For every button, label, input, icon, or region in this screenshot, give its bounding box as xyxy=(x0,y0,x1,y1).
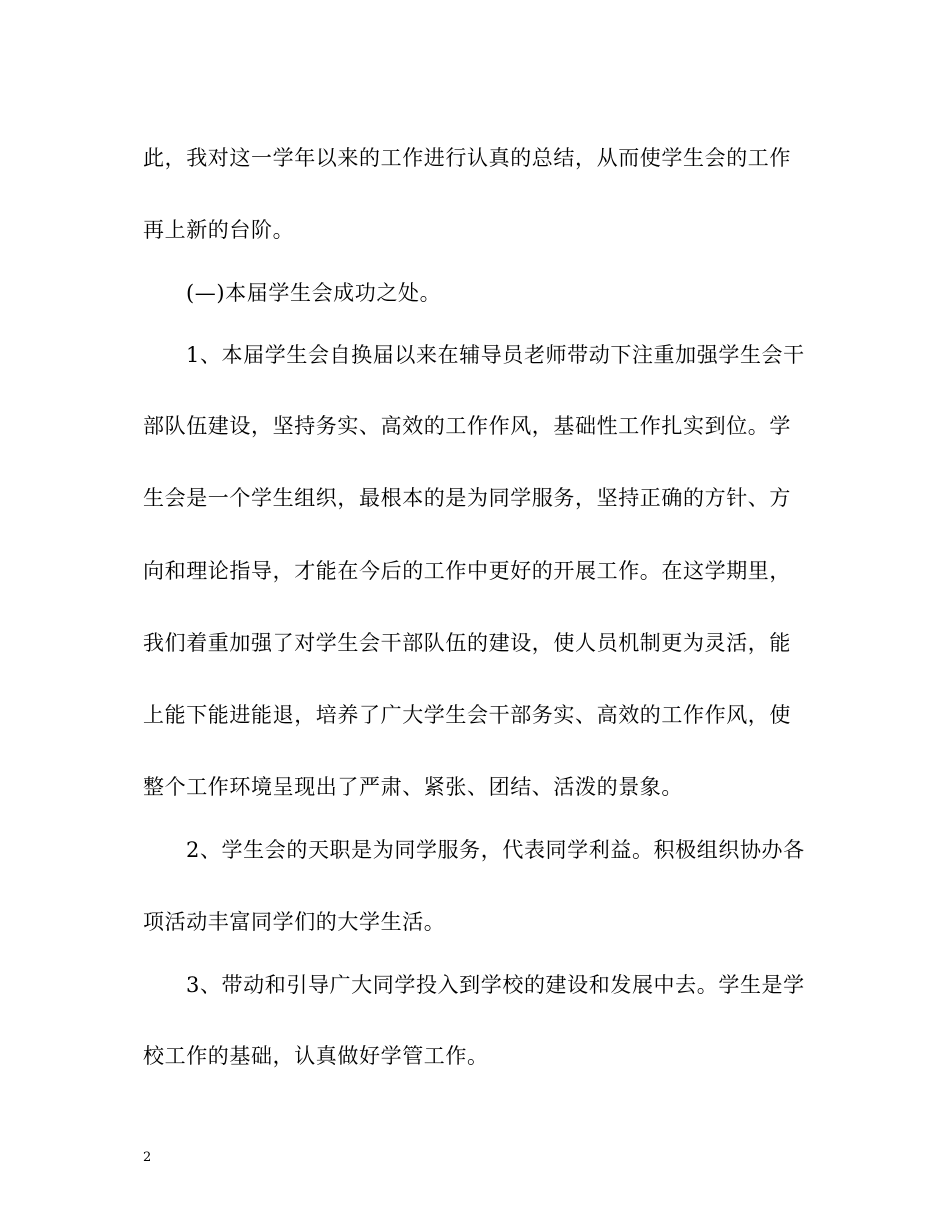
text-line-7: 向和理论指导，才能在今后的工作中更好的开展工作。在这学期里， xyxy=(143,559,791,583)
text-line-4: 1、本届学生会自换届以来在辅导员老师带动下注重加强学生会干 xyxy=(186,343,805,367)
text-line-10: 整个工作环境呈现出了严肃、紧张、团结、活泼的景象。 xyxy=(143,775,683,799)
text-line-11: 2、学生会的天职是为同学服务，代表同学利益。积极组织协办各 xyxy=(186,838,805,862)
text-line-13: 3、带动和引导广大同学投入到学校的建设和发展中去。学生是学 xyxy=(186,973,805,997)
text-line-5: 部队伍建设，坚持务实、高效的工作作风，基础性工作扎实到位。学 xyxy=(143,414,791,438)
text-line-14: 校工作的基础，认真做好学管工作。 xyxy=(143,1044,489,1068)
text-line-8: 我们着重加强了对学生会干部队伍的建设，使人员机制更为灵活，能 xyxy=(143,631,791,655)
text-line-9: 上能下能进能退，培养了广大学生会干部务实、高效的工作作风，使 xyxy=(143,703,791,727)
page-number: 2 xyxy=(143,1150,152,1165)
text-line-6: 生会是一个学生组织，最根本的是为同学服务，坚持正确的方针、方 xyxy=(143,486,791,510)
text-line-12: 项活动丰富同学们的大学生活。 xyxy=(143,910,446,934)
text-line-1: 此，我对这一学年以来的工作进行认真的总结，从而使学生会的工作 xyxy=(143,146,791,170)
section-heading: (—)本届学生会成功之处。 xyxy=(186,281,442,305)
text-line-2: 再上新的台阶。 xyxy=(143,218,295,242)
